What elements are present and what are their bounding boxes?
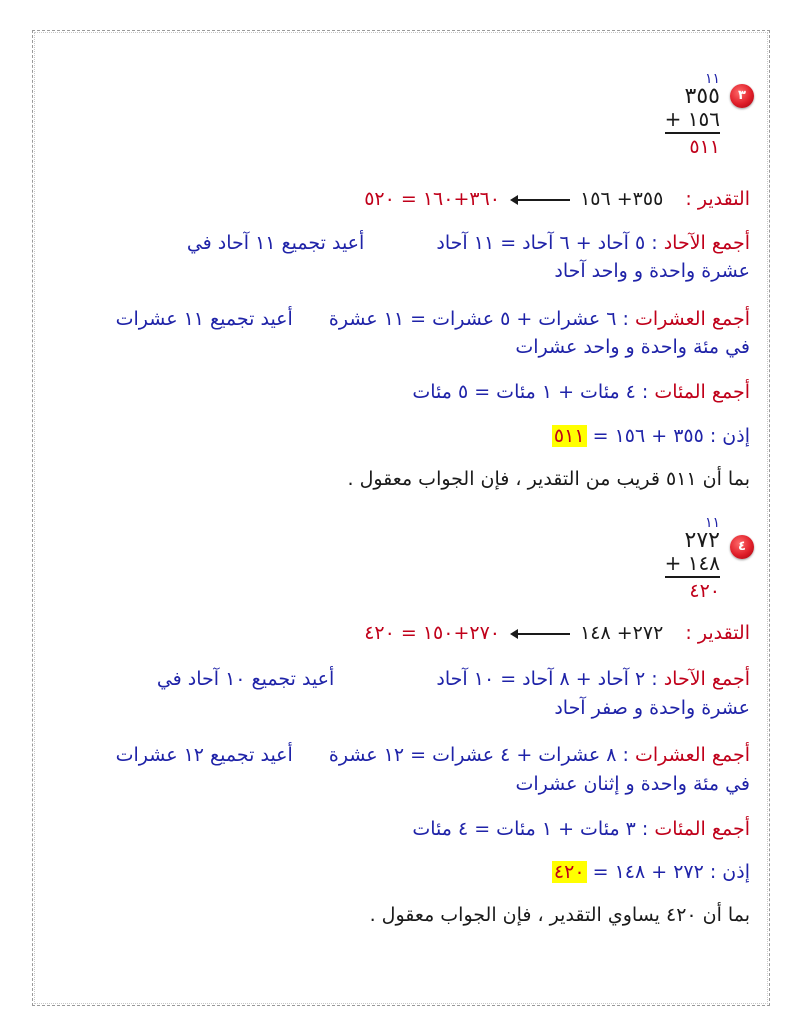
problem-4-estimate <box>50 622 750 644</box>
tens-regroup: أعيد تجميع ١١ عشرات <box>115 308 293 330</box>
estimate-right: ٣٦٠+١٦٠ = ٥٢٠ <box>364 188 500 210</box>
problem-4-vertical-addition <box>630 516 720 604</box>
problem-3-result <box>50 425 750 447</box>
problem-4-sum: ٤٢٠ <box>689 580 720 602</box>
estimate-label: التقدير : <box>685 188 750 210</box>
problem-4-tens-line <box>50 744 750 766</box>
estimate-label: التقدير : <box>685 622 750 644</box>
tens-regroup-2: في مئة واحدة و واحد عشرات <box>515 336 750 358</box>
arrow-icon <box>510 195 570 205</box>
tens-text: : ٦ عشرات + ٥ عشرات = ١١ عشرة <box>328 308 629 330</box>
tens-regroup-2: في مئة واحدة و إثنان عشرات <box>515 773 750 795</box>
problem-3-sum: ٥١١ <box>689 136 720 158</box>
estimate-left: ٣٥٥+ ١٥٦ <box>580 188 664 210</box>
result-label: إذن : <box>709 425 750 447</box>
problem-4-tens-line-2 <box>50 773 750 795</box>
tens-regroup: أعيد تجميع ١٢ عشرات <box>115 744 293 766</box>
arrow-icon <box>510 629 570 639</box>
ones-text: : ٢ آحاد + ٨ آحاد = ١٠ آحاد <box>436 668 658 690</box>
hundreds-label: أجمع المئات <box>654 818 750 840</box>
ones-regroup-2: عشرة واحدة و واحد آحاد <box>554 260 750 282</box>
problem-3-addend-2: ١٥٦ + <box>665 108 720 134</box>
conclusion-text: بما أن ٤٢٠ يساوي التقدير ، فإن الجواب معقول . <box>369 904 750 926</box>
problem-3-carry: ١١ <box>704 71 720 87</box>
ones-regroup-2: عشرة واحدة و صفر آحاد <box>554 697 750 719</box>
tens-text: : ٨ عشرات + ٤ عشرات = ١٢ عشرة <box>328 744 629 766</box>
conclusion-text: بما أن ٥١١ قريب من التقدير ، فإن الجواب معقول . <box>347 468 750 490</box>
problem-4-conclusion <box>50 904 750 926</box>
result-label: إذن : <box>709 861 750 883</box>
estimate-left: ٢٧٢+ ١٤٨ <box>580 622 664 644</box>
problem-3-tens-line-2 <box>50 336 750 358</box>
problem-3-conclusion <box>50 468 750 490</box>
problem-3-vertical-addition <box>630 72 720 160</box>
problem-4-addend-1: ٢٧٢ <box>684 528 720 553</box>
result-expression: ٢٧٢ + ١٤٨ = <box>592 861 704 883</box>
ones-label: أجمع الآحاد <box>663 668 750 690</box>
problem-3-ones-line <box>50 232 750 254</box>
problem-3-ones-line-2 <box>50 260 750 282</box>
ones-regroup: أعيد تجميع ١١ آحاد في <box>186 232 365 254</box>
problem-4-badge: ٤ <box>730 535 754 559</box>
problem-3-badge: ٣ <box>730 84 754 108</box>
problem-4-ones-line-2 <box>50 697 750 719</box>
tens-label: أجمع العشرات <box>635 744 750 766</box>
result-value-highlight: ٥١١ <box>553 425 585 447</box>
result-expression: ٣٥٥ + ١٥٦ = <box>592 425 704 447</box>
ones-regroup: أعيد تجميع ١٠ آحاد في <box>156 668 335 690</box>
tens-label: أجمع العشرات <box>635 308 750 330</box>
hundreds-text: : ٤ مئات + ١ مئات = ٥ مئات <box>412 381 649 403</box>
ones-text: : ٥ آحاد + ٦ آحاد = ١١ آحاد <box>436 232 658 254</box>
problem-3-estimate <box>50 188 750 210</box>
problem-4-hundreds-line <box>50 818 750 840</box>
problem-3-hundreds-line <box>50 381 750 403</box>
problem-4-addend-2: ١٤٨ + <box>665 552 720 578</box>
hundreds-label: أجمع المئات <box>654 381 750 403</box>
problem-3-tens-line <box>50 308 750 330</box>
hundreds-text: : ٣ مئات + ١ مئات = ٤ مئات <box>412 818 649 840</box>
problem-4-ones-line <box>50 668 750 690</box>
estimate-right: ٢٧٠+١٥٠ = ٤٢٠ <box>364 622 500 644</box>
problem-4-carry: ١١ <box>704 515 720 531</box>
result-value-highlight: ٤٢٠ <box>553 861 585 883</box>
ones-label: أجمع الآحاد <box>663 232 750 254</box>
problem-3-addend-1: ٣٥٥ <box>684 84 720 109</box>
problem-4-result <box>50 861 750 883</box>
